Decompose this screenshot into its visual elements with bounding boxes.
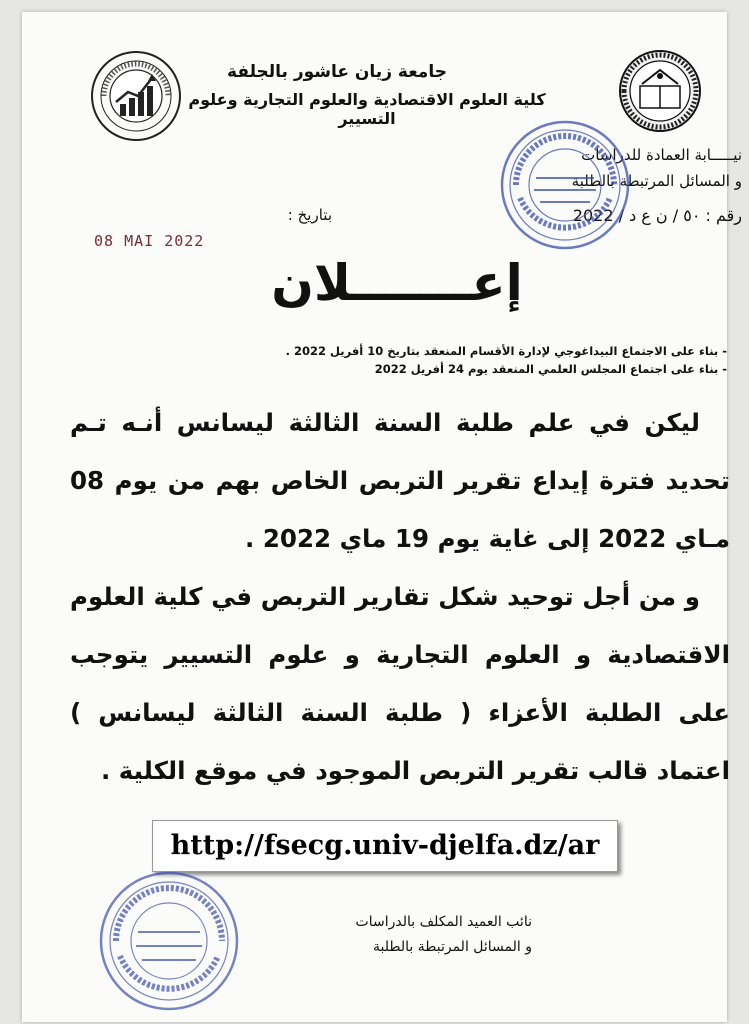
faculty-logo-icon	[90, 50, 182, 142]
date-stamp: 08 MAI 2022	[94, 232, 205, 250]
document-page	[22, 12, 742, 1022]
reference-item: - بناء على اجتماع المجلس العلمي المنعقد يوم 24 أفريل 2022	[222, 360, 727, 378]
university-name: جامعة زيان عاشور بالجلفة	[227, 62, 447, 82]
body-paragraph: ليكن في علم طلبة السنة الثالثة ليسانس أنـه تـم تحديد فترة إيداع تقرير التربص الخاص بهم من يوم 08 مـاي 2022 إلى غاية يوم 19 ماي 2022 .	[70, 408, 730, 553]
signatory-title: نائب العميد المكلف بالدراسات	[355, 914, 532, 930]
reference-item: - بناء على الاجتماع البيداغوجي لإدارة الأقسام المنعقد بتاريخ 10 أفريل 2022 .	[222, 342, 727, 360]
faculty-name: كلية العلوم الاقتصادية والعلوم التجارية وعلوم التسيير	[188, 90, 546, 128]
announcement-title: إعـــــــلان	[271, 254, 523, 312]
body-paragraph: و من أجل توحيد شكل تقارير التربص في كلية العلوم الاقتصادية و العلوم التجارية و علوم التسيير يتوجب على الطلبة الأعزاء ( طلبة السنة الثالثة ليسانس ) اعتماد قالب تقرير التربص الموجود في موقع الكلية .	[70, 582, 730, 785]
references-list	[222, 342, 727, 378]
signatory-subtitle: و المسائل المرتبطة بالطلبة	[373, 939, 532, 955]
date-label: بتاريخ :	[287, 206, 332, 224]
official-stamp-icon	[498, 118, 632, 252]
office-title: نيـــــابة العمادة للدراسات	[581, 146, 742, 164]
announcement-body	[70, 394, 730, 800]
faculty-website-link[interactable]: http://fsecg.univ-djelfa.dz/ar	[152, 820, 618, 872]
office-subtitle: و المسائل المرتبطة بالطلبة	[571, 172, 742, 190]
reference-number: رقم : ٥٠ / ن ع د / 2022	[572, 206, 742, 225]
signature-stamp-icon	[96, 868, 242, 1014]
